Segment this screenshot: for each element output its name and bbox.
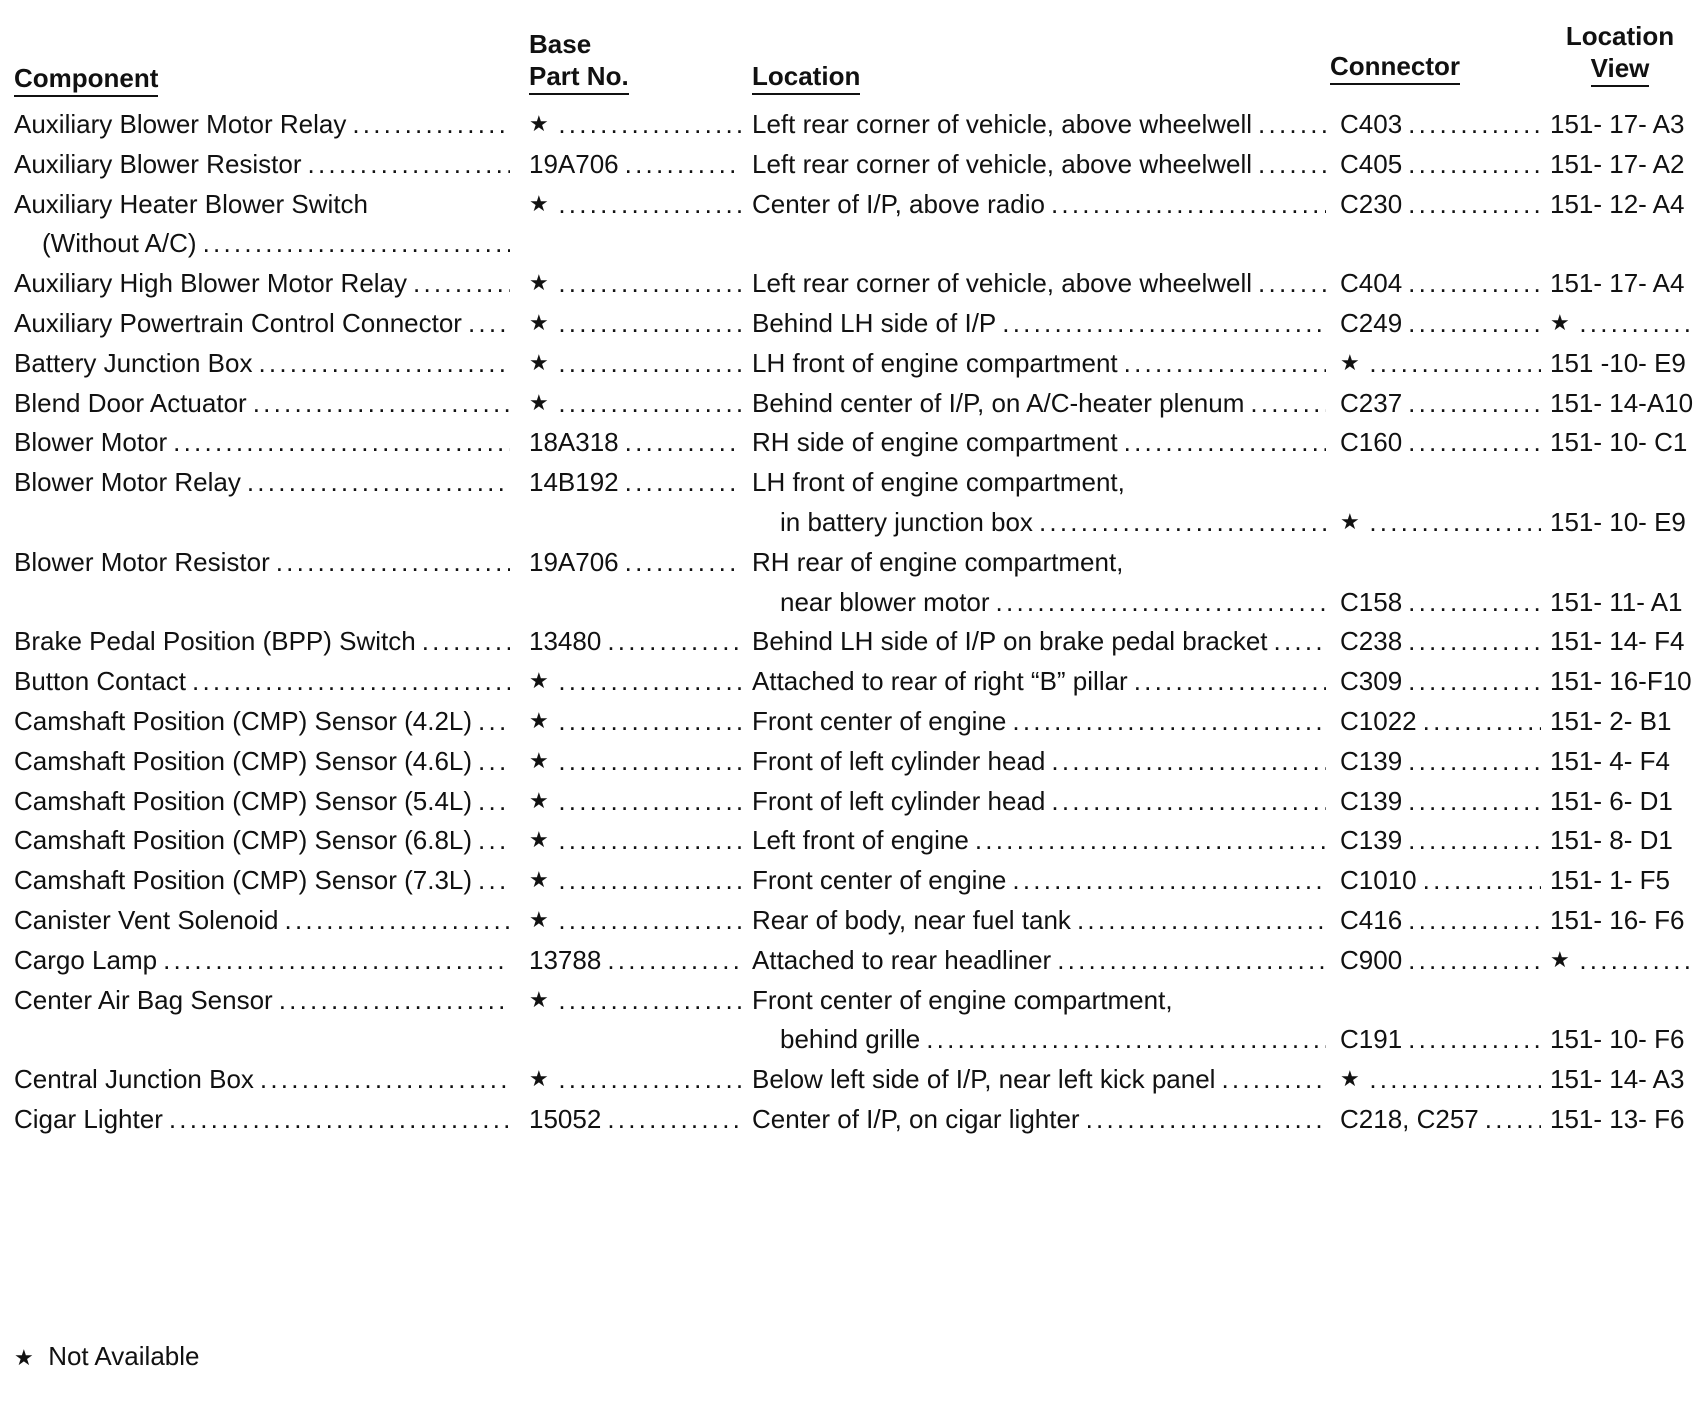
header-location: Location [752,60,860,95]
base-part-number: ★ [529,1066,549,1092]
leader-dots [1408,625,1541,657]
leader-dots [163,944,510,976]
location-text: Behind LH side of I/P [752,308,997,338]
connector-id: C309 [1340,666,1403,697]
base-part-number: 15052 [529,1104,602,1134]
leader-dots [478,745,510,777]
leader-dots [478,864,510,896]
leader-dots [1485,1103,1541,1135]
leader-dots [1124,426,1326,458]
location-text: Behind LH side of I/P on brake pedal bracket [752,626,1268,657]
leader-dots [1012,864,1326,896]
leader-dots [1408,387,1541,419]
leader-dots [247,466,510,498]
leader-dots [1408,148,1541,180]
leader-dots [1002,307,1326,339]
leader-dots [1408,824,1541,856]
location-view: 151- 4- F4 [1550,745,1670,776]
location-view: 151- 17- A2 [1550,148,1685,179]
location-view: ★ [1550,946,1570,972]
component-name: Canister Vent Solenoid [14,905,279,935]
location-text: Front center of engine compartment, [752,984,1173,1015]
component-name: Auxiliary High Blower Motor Relay [14,268,408,299]
leader-dots [413,267,510,299]
connector-id: C158 [1340,586,1403,617]
leader-dots [1408,586,1541,618]
leader-dots [1369,347,1541,379]
component-name: Center Air Bag Sensor [14,984,273,1015]
leader-dots [169,1103,510,1135]
location-view: 151- 16-F10 [1550,666,1692,697]
location-view: 151- 6- D1 [1550,785,1673,816]
connector-id: C900 [1340,944,1403,975]
leader-dots [276,546,510,578]
leader-dots [625,148,742,180]
base-part-number: ★ [529,270,549,296]
location-text: Behind center of I/P, on A/C-heater plenum [752,387,1245,418]
location-view: 151- 10- F6 [1550,1024,1685,1055]
location-text: behind grille [780,1024,921,1055]
connector-id: C403 [1340,109,1403,139]
location-text: Center of I/P, on cigar lighter [752,1104,1080,1134]
leader-dots [1408,745,1541,777]
leader-dots [625,546,742,578]
leader-dots [1051,745,1326,777]
base-part-number: ★ [529,708,549,733]
leader-dots [996,586,1326,618]
base-part-number: ★ [529,787,549,813]
component-name: Auxiliary Heater Blower Switch [14,188,369,219]
component-name: Battery Junction Box [14,347,253,378]
location-text: Left rear corner of vehicle, above wheelwell [752,109,1253,139]
base-part-number: 13788 [529,944,602,975]
base-part-number: 13480 [529,626,602,657]
component-name: Blower Motor Resistor [14,546,270,577]
base-part-number: 19A706 [529,148,619,179]
leader-dots [558,1063,742,1095]
leader-dots [1408,426,1541,458]
leader-dots [1012,705,1326,737]
component-name: Cigar Lighter [14,1104,163,1134]
location-view: 151- 8- D1 [1550,825,1673,856]
location-view: 151- 17- A4 [1550,268,1685,299]
location-text: LH front of engine compartment [752,347,1118,378]
location-text: Left rear corner of vehicle, above wheelwell [752,268,1253,299]
component-name: Button Contact [14,666,186,697]
base-part-number: ★ [529,190,549,216]
leader-dots [1258,148,1326,180]
connector-id: C238 [1340,626,1403,657]
component-name: Camshaft Position (CMP) Sensor (5.4L) [14,785,473,816]
location-text: RH rear of engine compartment, [752,546,1124,577]
location-text: Attached to rear of right “B” pillar [752,666,1128,697]
component-name: Camshaft Position (CMP) Sensor (7.3L) [14,865,473,896]
leader-dots [260,1063,510,1095]
location-view: 151- 14-A10 [1550,387,1694,418]
base-part-number: ★ [529,867,549,893]
component-name: Blend Door Actuator [14,387,247,418]
location-view: 151- 11- A1 [1550,586,1683,617]
leader-dots [558,387,742,419]
location-view: 151- 12- A4 [1550,188,1685,219]
leader-dots [558,267,742,299]
leader-dots [558,984,742,1016]
base-part-number: ★ [529,827,549,853]
location-text: near blower motor [780,586,990,617]
component-name: Camshaft Position (CMP) Sensor (4.6L) [14,745,473,776]
leader-dots [1408,904,1541,936]
base-part-number: ★ [529,668,549,694]
base-part-number: ★ [529,986,549,1012]
base-part-number: 14B192 [529,467,619,498]
leader-dots [558,307,742,339]
leader-dots [308,148,510,180]
location-text: Attached to rear headliner [752,944,1052,975]
location-view: 151- 16- F6 [1550,905,1685,935]
leader-dots [1250,387,1326,419]
leader-dots [1051,785,1326,817]
leader-dots [422,625,510,657]
location-text: Left front of engine [752,825,969,856]
component-name: Auxiliary Blower Motor Relay [14,109,347,139]
location-text: Below left side of I/P, near left kick panel [752,1064,1216,1095]
leader-dots [1408,785,1541,817]
leader-dots [1369,1063,1541,1095]
leader-dots [1408,267,1541,299]
leader-dots [478,785,510,817]
leader-dots [253,387,510,419]
base-part-number: 18A318 [529,427,619,458]
location-view: 151- 13- F6 [1550,1104,1685,1134]
leader-dots [1408,188,1541,220]
leader-dots [258,347,510,379]
location-text: Rear of body, near fuel tank [752,905,1071,935]
component-name: Central Junction Box [14,1064,254,1095]
location-text: Front center of engine [752,865,1007,896]
location-view: 151- 17- A3 [1550,109,1685,139]
leader-dots [558,108,742,140]
footnote: ★ Not Available [14,1341,200,1371]
connector-id: C230 [1340,188,1403,219]
leader-dots [558,188,742,220]
header-connector: Connector [1330,50,1460,85]
location-text: Front of left cylinder head [752,785,1046,816]
leader-dots [926,1023,1326,1055]
connector-id: C405 [1340,148,1403,179]
connector-id: ★ [1340,349,1360,375]
connector-id: ★ [1340,1066,1360,1092]
leader-dots [607,1103,742,1135]
connector-id: C139 [1340,745,1403,776]
base-part-number: ★ [529,389,549,415]
component-name: Blower Motor Relay [14,467,241,498]
location-text: LH front of engine compartment, [752,467,1125,498]
leader-dots [625,426,742,458]
component-name: Camshaft Position (CMP) Sensor (6.8L) [14,825,473,856]
base-part-number: ★ [529,907,549,932]
leader-dots [975,824,1326,856]
leader-dots [558,665,742,697]
header-base-part: Base Part No. [529,28,629,95]
location-view: ★ [1550,310,1570,335]
location-view: 151- 14- F4 [1550,626,1685,657]
connector-id: C404 [1340,268,1403,299]
location-text: Center of I/P, above radio [752,188,1045,219]
connector-id: C416 [1340,905,1403,935]
component-name: Auxiliary Powertrain Control Connector [14,308,462,338]
leader-dots [607,625,742,657]
component-name: Camshaft Position (CMP) Sensor (4.2L) [14,706,473,736]
connector-id: C218, C257 [1340,1104,1479,1134]
leader-dots [1579,944,1696,976]
connector-id: C160 [1340,427,1403,458]
leader-dots [1039,506,1326,538]
header-component: Component [14,62,158,97]
leader-dots [558,824,742,856]
base-part-number: ★ [529,111,549,136]
base-part-number: ★ [529,747,549,773]
leader-dots [1086,1103,1326,1135]
base-part-number: ★ [529,349,549,375]
header-location-view: Location View [1560,20,1680,87]
base-part-number: ★ [529,310,549,335]
location-view: 151- 1- F5 [1550,865,1670,896]
leader-dots [285,904,510,936]
leader-dots [1408,1023,1541,1055]
leader-dots [1124,347,1326,379]
leader-dots [1051,188,1326,220]
leader-dots [1134,665,1326,697]
location-view: 151 -10- E9 [1550,347,1686,378]
connector-id: C191 [1340,1024,1403,1055]
connector-id: C139 [1340,825,1403,856]
connector-id: C1010 [1340,865,1417,896]
leader-dots [173,426,510,458]
leader-dots [1057,944,1326,976]
connector-id: C139 [1340,785,1403,816]
leader-dots [1274,625,1326,657]
leader-dots [1408,665,1541,697]
connector-id: C1022 [1340,706,1417,736]
location-view: 151- 2- B1 [1550,706,1672,736]
leader-dots [558,347,742,379]
leader-dots [1258,108,1326,140]
leader-dots [279,984,510,1016]
leader-dots [625,466,742,498]
connector-id: C249 [1340,308,1403,338]
leader-dots [558,705,742,737]
location-text: Left rear corner of vehicle, above wheelwell [752,148,1253,179]
location-view: 151- 10- E9 [1550,507,1686,537]
component-name: Auxiliary Blower Resistor [14,148,302,179]
leader-dots [352,108,510,140]
leader-dots [1369,506,1541,538]
location-text: in battery junction box [780,507,1033,537]
location-text: Front center of engine [752,706,1007,736]
leader-dots [192,665,510,697]
base-part-number: 19A706 [529,546,619,577]
component-name: Cargo Lamp [14,944,158,975]
leader-dots [203,227,510,259]
leader-dots [1408,108,1541,140]
location-text: RH side of engine compartment [752,427,1118,458]
location-view: 151- 14- A3 [1550,1064,1685,1095]
leader-dots [478,705,510,737]
leader-dots [558,864,742,896]
leader-dots [558,745,742,777]
component-name: Blower Motor [14,427,168,458]
leader-dots [1579,307,1696,339]
leader-dots [1408,944,1541,976]
leader-dots [1423,705,1541,737]
leader-dots [478,824,510,856]
leader-dots [1423,864,1541,896]
connector-id: ★ [1340,509,1360,534]
leader-dots [1258,267,1326,299]
leader-dots [1221,1063,1326,1095]
leader-dots [1077,904,1326,936]
leader-dots [607,944,742,976]
component-name: Brake Pedal Position (BPP) Switch [14,626,416,657]
leader-dots [558,785,742,817]
leader-dots [1408,307,1541,339]
leader-dots [468,307,510,339]
location-text: Front of left cylinder head [752,745,1046,776]
component-name: (Without A/C) [42,228,197,259]
location-view: 151- 10- C1 [1550,427,1688,458]
leader-dots [558,904,742,936]
connector-id: C237 [1340,387,1403,418]
